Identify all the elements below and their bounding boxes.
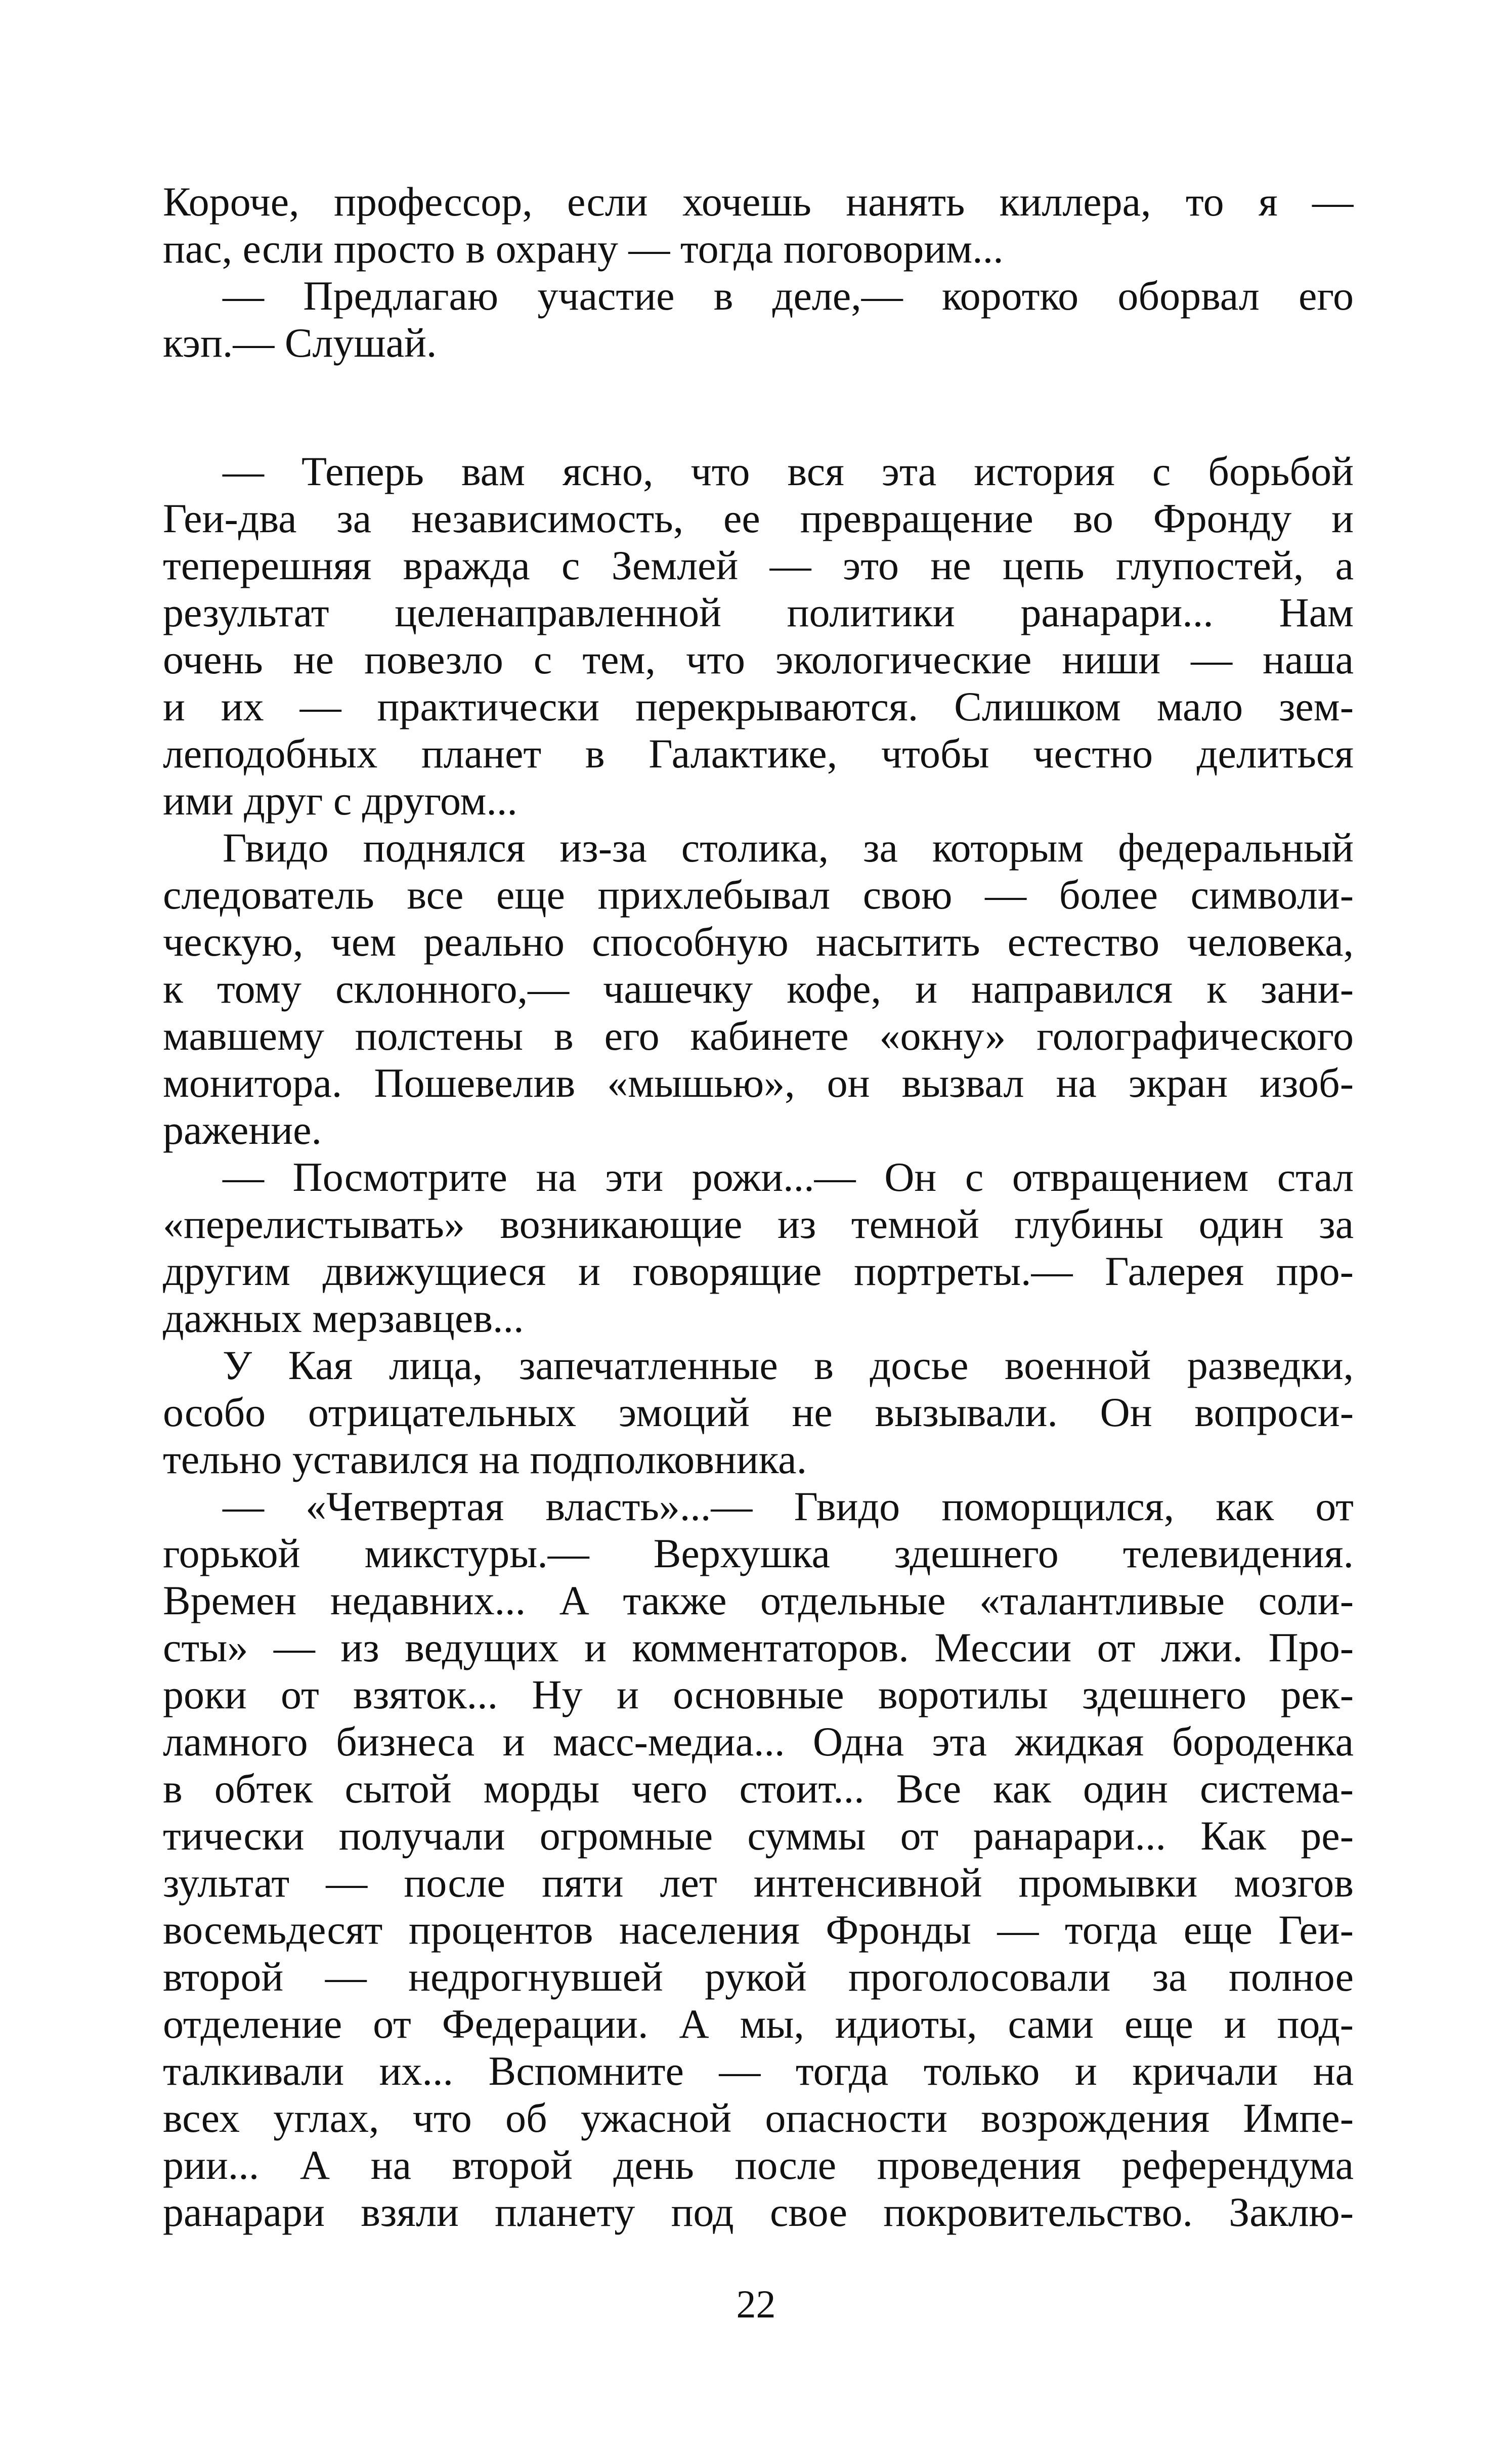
text-line: сты» — из ведущих и комментаторов. Мессии от лжи. Про- xyxy=(163,1624,1354,1670)
text-line: тельно уставился на подполковника. xyxy=(163,1436,807,1482)
text-line: Гвидо поднялся из-за столика, за которым федеральный xyxy=(223,825,1354,871)
text-line: Геи-два за независимость, ее превращение во Фронду и xyxy=(163,495,1354,541)
text-line: очень не повезло с тем, что экологические ниши — наша xyxy=(163,636,1354,682)
text-line: рии... А на второй день после проведения референдума xyxy=(163,2142,1354,2188)
text-line: и их — практически перекрываются. Слишком мало зем- xyxy=(163,683,1354,729)
text-line: второй — недрогнувшей рукой проголосовали за полное xyxy=(163,1954,1354,2000)
text-block-top xyxy=(163,178,1354,366)
text-line: «перелистывать» возникающие из темной глубины один за xyxy=(163,1201,1354,1247)
text-line: У Кая лица, запечатленные в досье военной разведки, xyxy=(223,1342,1354,1388)
text-line: Короче, профессор, если хочешь нанять киллера, то я — xyxy=(163,179,1354,225)
text-line: восемьдесят процентов населения Фронды — тогда еще Геи- xyxy=(163,1907,1354,1953)
text-line: ражение. xyxy=(163,1107,322,1153)
text-line: кэп.— Слушай. xyxy=(163,320,437,366)
text-line: ими друг с другом... xyxy=(163,778,517,824)
text-line: леподобных планет в Галактике, чтобы честно делиться xyxy=(163,730,1354,777)
text-line: — Предлагаю участие в деле,— коротко оборвал его xyxy=(223,273,1354,319)
text-line: особо отрицательных эмоций не вызывали. Он вопроси- xyxy=(163,1389,1354,1435)
text-line: Времен недавних... А также отдельные «талантливые соли- xyxy=(163,1577,1354,1623)
text-line: следователь все еще прихлебывал свою — более символи- xyxy=(163,872,1354,918)
text-line: талкивали их... Вспомните — тогда только и кричали на xyxy=(163,2048,1354,2094)
text-line: пас, если просто в охрану — тогда поговорим... xyxy=(163,226,1004,272)
text-line: теперешняя вражда с Землей — это не цепь глупостей, а xyxy=(163,542,1354,588)
text-line: — «Четвертая власть»...— Гвидо поморщился, как от xyxy=(223,1483,1354,1529)
text-line: в обтек сытой морды чего стоит... Все как один система- xyxy=(163,1766,1354,1812)
text-line: отделение от Федерации. А мы, идиоты, сами еще и под- xyxy=(163,2001,1354,2047)
text-line: всех углах, что об ужасной опасности возрождения Импе- xyxy=(163,2095,1354,2141)
text-line: — Теперь вам ясно, что вся эта история с борьбой xyxy=(223,448,1354,494)
text-line: роки от взяток... Ну и основные воротилы здешнего рек- xyxy=(163,1671,1354,1717)
text-line: монитора. Пошевелив «мышью», он вызвал на экран изоб- xyxy=(163,1060,1354,1106)
text-line: мавшему полстены в его кабинете «окну» голографического xyxy=(163,1013,1354,1059)
text-line: зультат — после пяти лет интенсивной промывки мозгов xyxy=(163,1860,1354,1906)
text-line: тически получали огромные суммы от ранарари... Как ре- xyxy=(163,1813,1354,1859)
page-number: 22 xyxy=(736,2282,776,2326)
text-line: — Посмотрите на эти рожи...— Он с отвращением стал xyxy=(223,1154,1354,1200)
text-line: горькой микстуры.— Верхушка здешнего телевидения. xyxy=(163,1530,1354,1576)
text-line: другим движущиеся и говорящие портреты.— Галерея про- xyxy=(163,1248,1354,1294)
text-line: результат целенаправленной политики ранарари... Нам xyxy=(163,589,1354,635)
text-line: ческую, чем реально способную насытить естество человека, xyxy=(163,919,1354,965)
text-line: дажных мерзавцев... xyxy=(163,1295,524,1341)
text-line: ламного бизнеса и масс-медиа... Одна эта жидкая бороденка xyxy=(163,1718,1354,1765)
text-block-main xyxy=(163,448,1354,2236)
text-line: ранарари взяли планету под свое покровительство. Заклю- xyxy=(163,2189,1354,2235)
text-line: к тому склонного,— чашечку кофе, и направился к зани- xyxy=(163,966,1354,1012)
